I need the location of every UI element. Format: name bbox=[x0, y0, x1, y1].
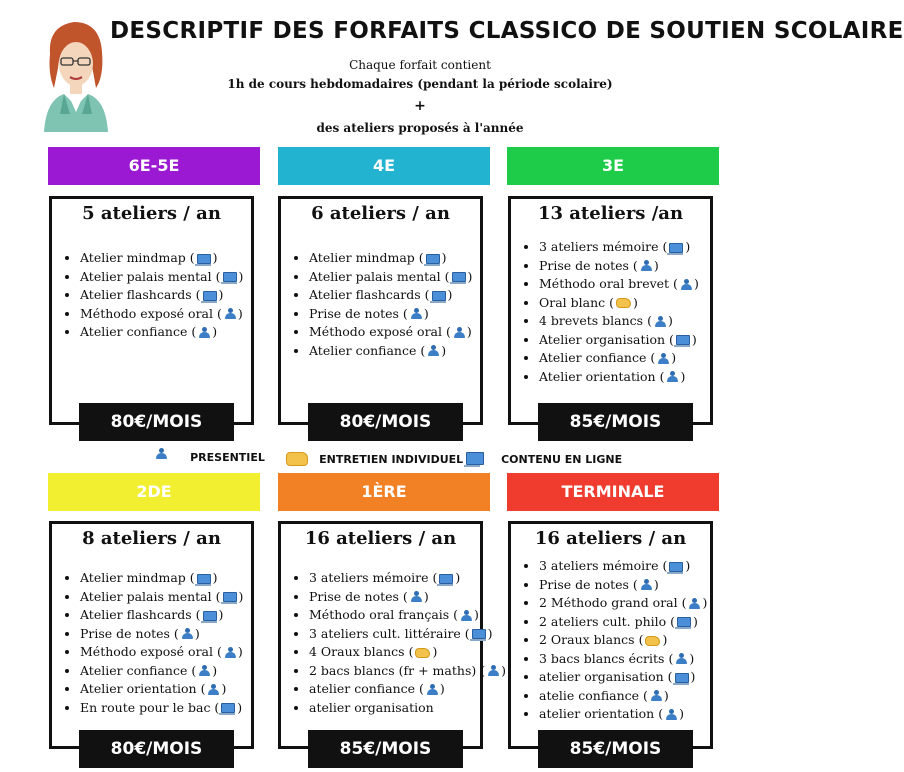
atelier-label: Prise de notes ( bbox=[80, 625, 179, 641]
atelier-label: Atelier palais mental ( bbox=[309, 268, 450, 284]
paren-close: ) bbox=[212, 662, 218, 678]
paren-close: ) bbox=[238, 588, 244, 604]
people-icon bbox=[181, 628, 193, 640]
atelier-label: Atelier confiance ( bbox=[539, 350, 656, 365]
atelier-item bbox=[309, 662, 506, 681]
atelier-label: 2 Oraux blancs ( bbox=[539, 632, 644, 647]
people-icon bbox=[453, 327, 465, 339]
hand-icon bbox=[645, 636, 660, 646]
header-1ere: 1ÈRE bbox=[278, 473, 490, 511]
paren-close: ) bbox=[212, 570, 218, 585]
price-terminale: 85€/MOIS bbox=[538, 730, 693, 768]
paren-close: ) bbox=[432, 644, 438, 659]
atelier-label: Méthodo oral brevet ( bbox=[539, 276, 678, 291]
atelier-label: Méthodo exposé oral ( bbox=[80, 644, 222, 659]
atelier-list bbox=[291, 249, 474, 360]
atelier-item bbox=[539, 257, 704, 276]
paren-close: ) bbox=[439, 681, 445, 696]
atelier-list bbox=[521, 238, 704, 386]
atelier-item bbox=[309, 342, 474, 361]
atelier-label: 2 bacs blancs (fr + maths) ( bbox=[309, 662, 486, 678]
paren-close: ) bbox=[662, 632, 668, 647]
people-icon bbox=[427, 345, 439, 357]
paren-close: ) bbox=[237, 644, 243, 659]
people-icon bbox=[487, 665, 499, 677]
plan-card-1ere bbox=[278, 521, 506, 749]
laptop-icon bbox=[472, 629, 486, 639]
atelier-label: Atelier confiance ( bbox=[80, 324, 197, 339]
price-4e: 80€/MOIS bbox=[308, 403, 463, 441]
laptop-icon bbox=[197, 254, 211, 264]
legend-presentiel bbox=[155, 446, 265, 466]
atelier-item bbox=[309, 323, 474, 342]
plan-card-6e-5e bbox=[49, 196, 254, 425]
atelier-label: 3 ateliers mémoire ( bbox=[539, 239, 668, 254]
people-icon bbox=[675, 653, 687, 665]
atelier-label: Atelier confiance ( bbox=[309, 342, 426, 358]
atelier-label: Atelier mindmap ( bbox=[80, 570, 195, 585]
atelier-label: 2 ateliers cult. philo ( bbox=[539, 613, 675, 629]
people-icon bbox=[224, 647, 236, 659]
plan-card-terminale bbox=[508, 521, 713, 749]
laptop-icon bbox=[432, 291, 446, 301]
plan-card-4e bbox=[278, 196, 483, 425]
atelier-item bbox=[539, 368, 704, 387]
plan-card-3e bbox=[508, 196, 713, 425]
atelier-list bbox=[62, 569, 245, 717]
paren-close: ) bbox=[212, 250, 218, 265]
atelier-item bbox=[80, 249, 245, 268]
paren-close: ) bbox=[455, 570, 461, 585]
paren-close: ) bbox=[487, 625, 493, 641]
atelier-label: Méthodo exposé oral ( bbox=[309, 324, 451, 339]
paren-close: ) bbox=[679, 706, 684, 721]
paren-close: ) bbox=[685, 239, 691, 254]
atelier-item bbox=[80, 680, 245, 699]
atelier-item bbox=[80, 305, 245, 324]
atelier-item bbox=[80, 606, 245, 625]
paren-close: ) bbox=[441, 342, 447, 358]
atelier-label: En route pour le bac ( bbox=[80, 699, 220, 715]
atelier-item bbox=[539, 238, 704, 257]
ateliers-count: 16 ateliers / an bbox=[534, 528, 687, 549]
page-title: DESCRIPTIF DES FORFAITS CLASSICO DE SOUTIEN SCOLAIRE bbox=[110, 18, 904, 44]
atelier-item bbox=[80, 268, 245, 287]
paren-close: ) bbox=[466, 324, 472, 339]
paren-close: ) bbox=[441, 250, 447, 265]
atelier-label: Atelier palais mental ( bbox=[80, 268, 221, 284]
atelier-label: Méthodo oral français ( bbox=[309, 607, 459, 622]
ateliers-count: 13 ateliers /an bbox=[537, 203, 684, 224]
atelier-item bbox=[80, 569, 245, 588]
laptop-icon bbox=[669, 243, 683, 253]
paren-close: ) bbox=[691, 331, 697, 347]
people-icon bbox=[650, 690, 662, 702]
legend-en-ligne bbox=[466, 448, 622, 467]
atelier-item bbox=[539, 557, 704, 576]
paren-close: ) bbox=[702, 595, 708, 610]
laptop-icon bbox=[452, 272, 466, 282]
paren-close: ) bbox=[237, 305, 243, 321]
atelier-label: Atelier flashcards ( bbox=[80, 287, 201, 302]
atelier-item bbox=[309, 588, 474, 607]
laptop-icon bbox=[439, 574, 453, 584]
people-icon bbox=[688, 598, 700, 610]
paren-close: ) bbox=[693, 613, 698, 629]
paren-close: ) bbox=[474, 607, 479, 622]
atelier-label: Atelier organisation ( bbox=[539, 331, 674, 347]
atelier-label: Prise de notes ( bbox=[309, 305, 408, 321]
atelier-item bbox=[539, 576, 704, 595]
paren-close: ) bbox=[423, 588, 429, 604]
atelier-label: Atelier mindmap ( bbox=[309, 250, 424, 265]
atelier-label: 3 ateliers mémoire ( bbox=[539, 558, 668, 573]
legend-entretien-label: ENTRETIEN INDIVIDUEL bbox=[319, 453, 464, 466]
paren-close: ) bbox=[238, 268, 244, 284]
atelier-label: atelier orientation ( bbox=[539, 706, 664, 721]
paren-close: ) bbox=[690, 669, 696, 684]
header-4e: 4E bbox=[278, 147, 490, 185]
people-icon bbox=[155, 448, 175, 466]
atelier-list bbox=[521, 557, 708, 724]
atelier-label: Oral blanc ( bbox=[539, 294, 614, 310]
paren-close: ) bbox=[633, 294, 638, 310]
atelier-item bbox=[539, 294, 704, 313]
paren-close: ) bbox=[667, 313, 673, 328]
atelier-label: Atelier orientation ( bbox=[80, 681, 206, 696]
people-icon bbox=[410, 591, 422, 603]
people-icon bbox=[198, 327, 210, 339]
paren-close: ) bbox=[467, 268, 473, 284]
atelier-item bbox=[80, 625, 245, 644]
atelier-label: Atelier confiance ( bbox=[80, 662, 197, 678]
header-2de: 2DE bbox=[48, 473, 260, 511]
atelier-label: Méthodo exposé oral ( bbox=[80, 305, 222, 321]
atelier-label: Atelier orientation ( bbox=[539, 368, 665, 384]
atelier-label: atelie confiance ( bbox=[539, 687, 648, 703]
paren-close: ) bbox=[663, 687, 669, 703]
atelier-item bbox=[80, 286, 245, 305]
subtitle-plus: + bbox=[414, 98, 426, 114]
atelier-item bbox=[539, 650, 704, 669]
people-icon bbox=[207, 684, 219, 696]
laptop-icon bbox=[677, 617, 691, 627]
atelier-label: 4 Oraux blancs ( bbox=[309, 644, 414, 659]
people-icon bbox=[665, 709, 677, 721]
people-icon bbox=[410, 308, 422, 320]
people-icon bbox=[654, 316, 666, 328]
people-icon bbox=[640, 579, 652, 591]
header-3e: 3E bbox=[507, 147, 719, 185]
laptop-icon bbox=[426, 254, 440, 264]
avatar bbox=[40, 14, 112, 132]
atelier-label: Prise de notes ( bbox=[309, 588, 408, 604]
paren-close: ) bbox=[194, 625, 200, 641]
ateliers-count: 8 ateliers / an bbox=[82, 528, 221, 549]
paren-close: ) bbox=[501, 662, 506, 678]
atelier-item bbox=[309, 680, 474, 699]
atelier-item bbox=[539, 705, 704, 724]
legend-entretien bbox=[286, 448, 463, 467]
paren-close: ) bbox=[653, 257, 659, 273]
price-1ere: 85€/MOIS bbox=[308, 730, 463, 768]
atelier-label: Atelier flashcards ( bbox=[309, 287, 430, 302]
laptop-icon bbox=[669, 562, 683, 572]
atelier-item bbox=[539, 312, 704, 331]
atelier-item bbox=[309, 286, 474, 305]
people-icon bbox=[666, 371, 678, 383]
plan-card-2de bbox=[49, 521, 254, 749]
paren-close: ) bbox=[689, 650, 695, 666]
handshake-icon bbox=[286, 452, 308, 466]
atelier-item bbox=[309, 569, 474, 588]
atelier-item bbox=[539, 687, 704, 706]
legend-presentiel-label: PRESENTIEL bbox=[190, 451, 265, 464]
paren-close: ) bbox=[671, 350, 677, 365]
atelier-label: atelier confiance ( bbox=[309, 681, 424, 696]
subtitle-line-3: des ateliers proposés à l'année bbox=[316, 121, 524, 135]
atelier-item bbox=[80, 643, 245, 662]
atelier-label: atelier organisation bbox=[309, 699, 434, 715]
legend-en-ligne-label: CONTENU EN LIGNE bbox=[501, 453, 623, 466]
laptop-icon bbox=[675, 673, 689, 683]
atelier-label: 2 Méthodo grand oral ( bbox=[539, 595, 687, 610]
people-icon bbox=[657, 353, 669, 365]
people-icon bbox=[198, 665, 210, 677]
subtitle-line-2: 1h de cours hebdomadaires (pendant la période scolaire) bbox=[227, 77, 613, 91]
price-6e-5e: 80€/MOIS bbox=[79, 403, 234, 441]
price-2de: 80€/MOIS bbox=[79, 730, 234, 768]
laptop-icon bbox=[203, 611, 217, 621]
paren-close: ) bbox=[237, 699, 243, 715]
laptop-icon bbox=[203, 291, 217, 301]
people-icon bbox=[426, 684, 438, 696]
people-icon bbox=[224, 308, 236, 320]
atelier-label: atelier organisation ( bbox=[539, 669, 673, 684]
paren-close: ) bbox=[218, 287, 224, 302]
atelier-label: 4 brevets blancs ( bbox=[539, 313, 652, 328]
atelier-label: Atelier mindmap ( bbox=[80, 250, 195, 265]
people-icon bbox=[680, 279, 692, 291]
laptop-icon bbox=[223, 592, 237, 602]
atelier-item bbox=[309, 625, 493, 644]
people-icon bbox=[640, 260, 652, 272]
paren-close: ) bbox=[653, 576, 659, 592]
atelier-item bbox=[309, 249, 474, 268]
paren-close: ) bbox=[221, 681, 227, 696]
laptop-icon bbox=[466, 452, 484, 465]
atelier-item bbox=[80, 323, 245, 342]
atelier-label: Atelier flashcards ( bbox=[80, 607, 201, 622]
atelier-item bbox=[80, 588, 245, 607]
atelier-list bbox=[291, 569, 506, 717]
atelier-item bbox=[539, 331, 704, 350]
laptop-icon bbox=[197, 574, 211, 584]
atelier-label: Atelier palais mental ( bbox=[80, 588, 221, 604]
atelier-label: 3 ateliers cult. littéraire ( bbox=[309, 625, 470, 641]
atelier-item bbox=[539, 275, 704, 294]
atelier-label: 3 ateliers mémoire ( bbox=[309, 570, 438, 585]
laptop-icon bbox=[223, 272, 237, 282]
atelier-item bbox=[539, 631, 704, 650]
paren-close: ) bbox=[447, 287, 453, 302]
price-3e: 85€/MOIS bbox=[538, 403, 693, 441]
atelier-item bbox=[309, 699, 474, 718]
header-6e-5e: 6E-5E bbox=[48, 147, 260, 185]
subtitle-line-1: Chaque forfait contient bbox=[349, 58, 491, 72]
atelier-item bbox=[539, 594, 708, 613]
atelier-list bbox=[62, 249, 245, 342]
header-terminale: TERMINALE bbox=[507, 473, 719, 511]
laptop-icon bbox=[221, 703, 235, 713]
hand-icon bbox=[616, 298, 631, 308]
hand-icon bbox=[415, 648, 430, 658]
ateliers-count: 6 ateliers / an bbox=[311, 203, 450, 224]
people-icon bbox=[460, 610, 472, 622]
ateliers-count: 16 ateliers / an bbox=[304, 528, 457, 549]
atelier-label: 3 bacs blancs écrits ( bbox=[539, 650, 674, 666]
atelier-item bbox=[80, 662, 245, 681]
paren-close: ) bbox=[685, 558, 691, 573]
paren-close: ) bbox=[423, 305, 429, 321]
atelier-item bbox=[539, 613, 704, 632]
atelier-item bbox=[309, 268, 474, 287]
paren-close: ) bbox=[212, 324, 218, 339]
paren-close: ) bbox=[680, 368, 686, 384]
atelier-item bbox=[80, 699, 245, 718]
atelier-item bbox=[539, 349, 704, 368]
atelier-label: Prise de notes ( bbox=[539, 576, 638, 592]
paren-close: ) bbox=[218, 607, 224, 622]
atelier-item bbox=[309, 606, 479, 625]
atelier-item bbox=[309, 643, 474, 662]
atelier-item bbox=[539, 668, 704, 687]
ateliers-count: 5 ateliers / an bbox=[82, 203, 221, 224]
atelier-label: Prise de notes ( bbox=[539, 257, 638, 273]
atelier-item bbox=[309, 305, 474, 324]
laptop-icon bbox=[676, 335, 690, 345]
paren-close: ) bbox=[693, 276, 699, 291]
